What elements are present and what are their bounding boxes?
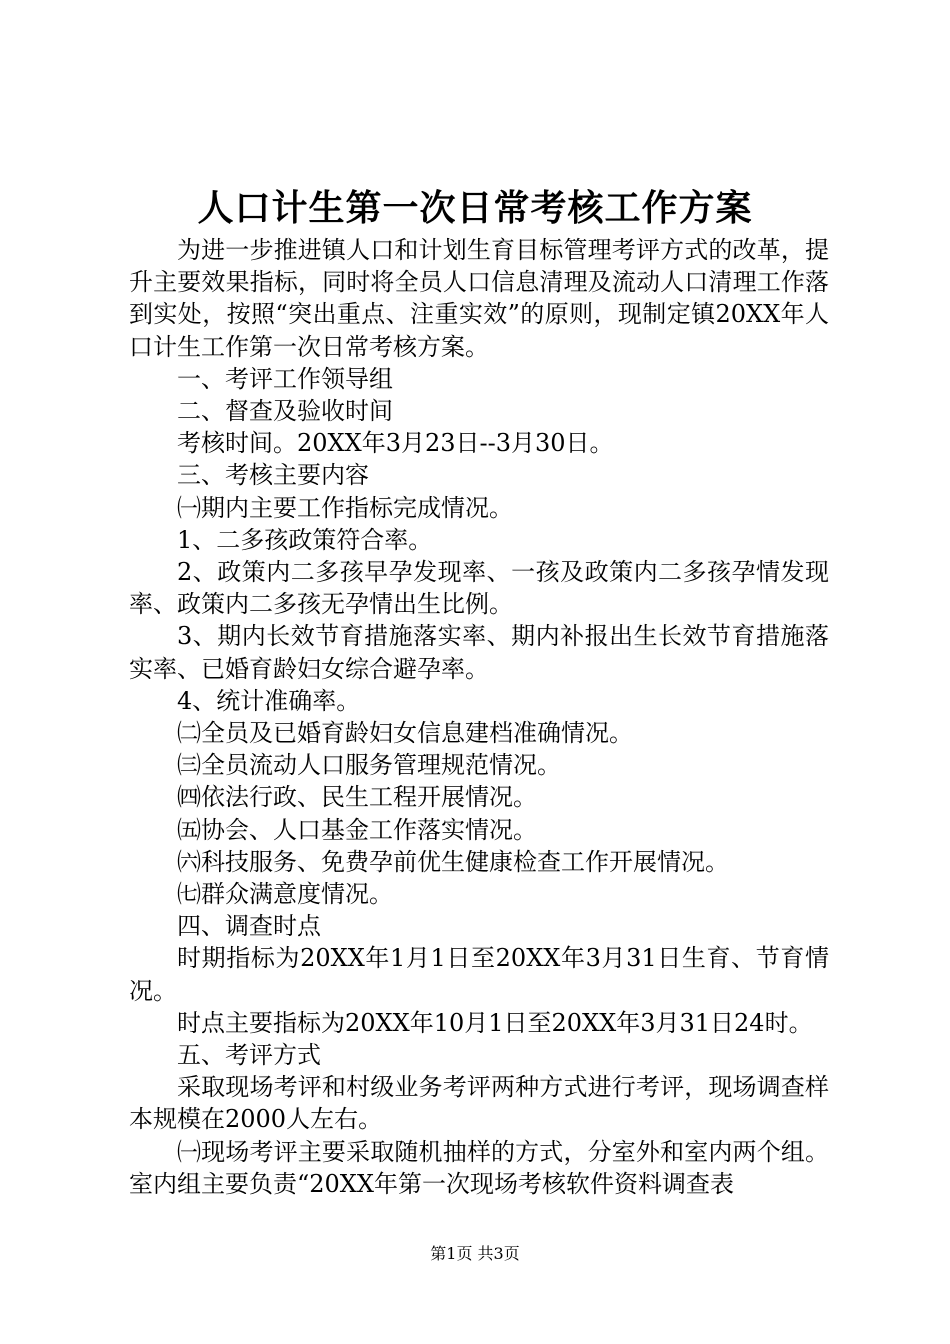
list-item: 1、二多孩政策符合率。 — [177, 525, 433, 554]
heading-survey-time-point: 四、调查时点 — [177, 912, 321, 941]
paragraph-onsite-evaluation: ㈠现场考评主要采取随机抽样的方式，分室外和室内两个组。室内组主要负责“20XX年第一次现场考核软件资料调查表 — [129, 1137, 829, 1198]
paragraph-period-indicators: 时期指标为20XX年1月1日至20XX年3月31日生育、节育情况。 — [129, 944, 829, 1005]
list-item: ㈢全员流动人口服务管理规范情况。 — [177, 751, 561, 780]
list-item: ㈦群众满意度情况。 — [177, 880, 393, 909]
paragraph-evaluation-method: 采取现场考评和村级业务考评两种方式进行考评，现场调查样本规模在2000人左右。 — [129, 1073, 829, 1134]
list-item: ㈣依法行政、民生工程开展情况。 — [177, 783, 537, 812]
heading-leadership-group: 一、考评工作领导组 — [177, 364, 393, 393]
paragraph-intro: 为进一步推进镇人口和计划生育目标管理考评方式的改革，提升主要效果指标，同时将全员人口信息清理及流动人口清理工作落到实处，按照“突出重点、注重实效”的原则，现制定镇20XX年人口计生工作第一次日常考核方案。 — [129, 236, 829, 361]
list-item: ㈤协会、人口基金工作落实情况。 — [177, 815, 537, 844]
paragraph-time-point-indicators: 时点主要指标为20XX年10月1日至20XX年3月31日24时。 — [177, 1008, 813, 1037]
list-item: ㈠期内主要工作指标完成情况。 — [177, 493, 513, 522]
list-item: 4、统计准确率。 — [177, 686, 361, 715]
heading-evaluation-method: 五、考评方式 — [177, 1041, 321, 1070]
heading-main-content: 三、考核主要内容 — [177, 461, 369, 490]
list-item: 2、政策内二多孩早孕发现率、一孩及政策内二多孩孕情发现率、政策内二多孩无孕情出生比例。 — [129, 558, 829, 619]
document-title: 人口计生第一次日常考核工作方案 — [197, 187, 753, 229]
paragraph-assessment-time: 考核时间。20XX年3月23日--3月30日。 — [177, 429, 614, 458]
list-item: ㈡全员及已婚育龄妇女信息建档准确情况。 — [177, 719, 633, 748]
heading-inspection-time: 二、督查及验收时间 — [177, 397, 393, 426]
document-body — [129, 234, 829, 1200]
list-item: ㈥科技服务、免费孕前优生健康检查工作开展情况。 — [177, 847, 729, 876]
page-number-footer: 第1页 共3页 — [430, 1244, 520, 1263]
list-item: 3、期内长效节育措施落实率、期内补报出生长效节育措施落实率、已婚育龄妇女综合避孕率。 — [129, 622, 829, 683]
